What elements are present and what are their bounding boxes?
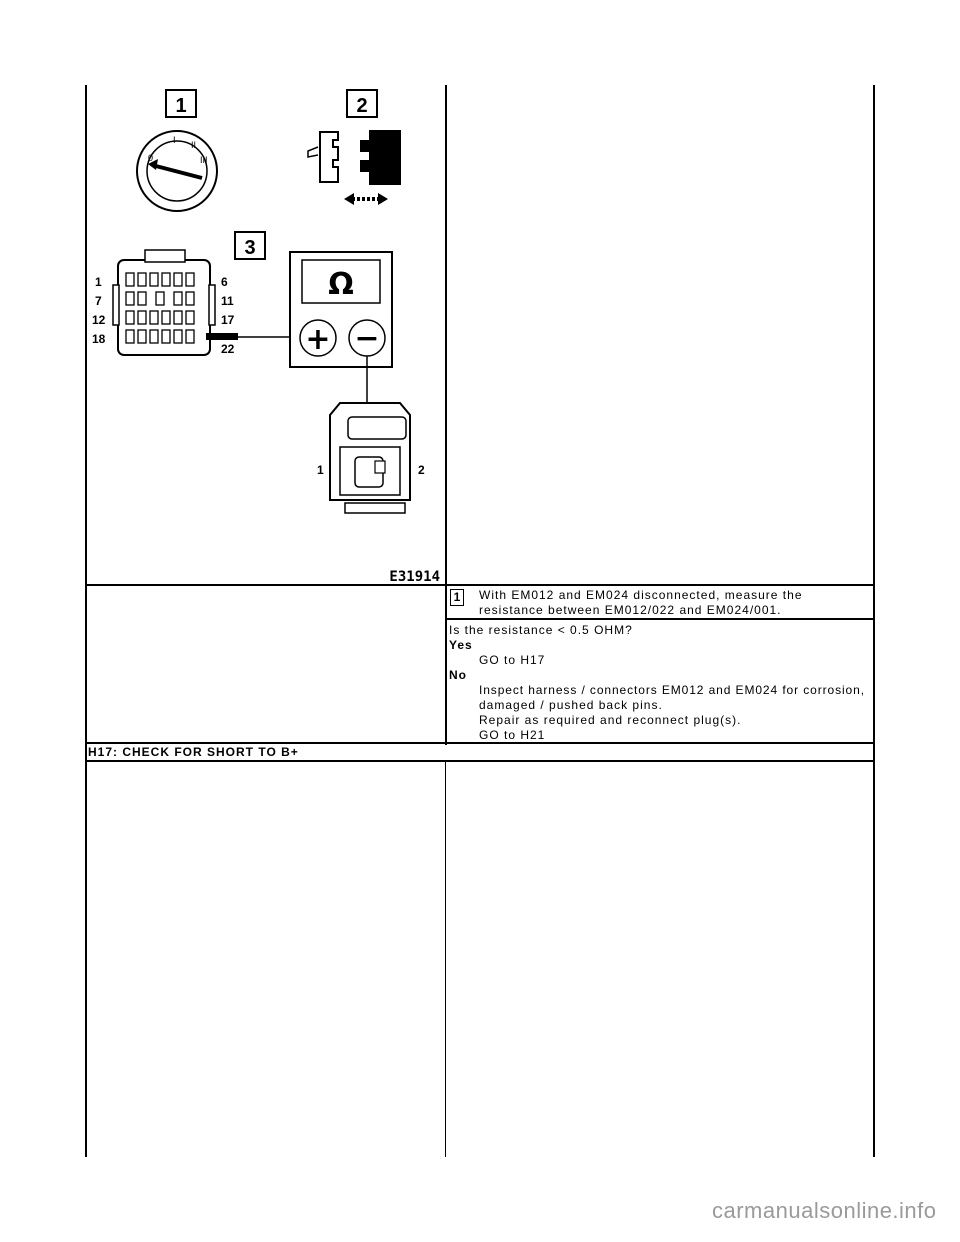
yes-action-link[interactable]: GO to H17 — [479, 653, 546, 667]
watermark: carmanualsonline.info — [712, 1198, 937, 1223]
multimeter-icon — [290, 252, 392, 367]
svg-text:Ω: Ω — [328, 267, 354, 302]
callout-3 — [235, 232, 265, 259]
table-divider-middle — [445, 85, 447, 745]
table-divider-middle-lower — [445, 762, 446, 1157]
section-row-bottom-rule — [85, 760, 875, 762]
svg-text:III: III — [200, 155, 208, 165]
connector-em024-icon — [317, 403, 425, 513]
step-text-line1: With EM012 and EM024 disconnected, measure the — [479, 588, 803, 602]
svg-text:22: 22 — [221, 342, 235, 356]
svg-text:II: II — [191, 140, 197, 150]
test-illustration — [90, 85, 442, 585]
svg-text:18: 18 — [92, 332, 106, 346]
svg-text:1: 1 — [175, 95, 187, 117]
svg-text:1: 1 — [95, 275, 102, 289]
table-border-left — [85, 85, 87, 1157]
svg-text:3: 3 — [244, 237, 256, 259]
svg-text:17: 17 — [221, 313, 235, 327]
step-number-box: 1 — [450, 589, 464, 606]
svg-text:12: 12 — [92, 313, 106, 327]
no-instruction-line2: damaged / pushed back pins. — [479, 698, 663, 712]
question-text: Is the resistance < 0.5 OHM? — [449, 623, 633, 637]
yes-label: Yes — [449, 638, 473, 652]
svg-text:I: I — [173, 135, 176, 145]
svg-text:6: 6 — [221, 275, 228, 289]
svg-text:11: 11 — [221, 294, 234, 308]
svg-text:2: 2 — [356, 95, 368, 117]
svg-text:1: 1 — [317, 463, 324, 477]
callout-2 — [347, 90, 377, 117]
section-heading: H17: CHECK FOR SHORT TO B+ — [88, 745, 299, 759]
question-row-bottom-rule — [85, 742, 875, 744]
connector-em012-icon — [92, 250, 235, 356]
no-instruction-line3: Repair as required and reconnect plug(s). — [479, 713, 742, 727]
step-row-bottom-rule — [445, 618, 875, 620]
svg-text:7: 7 — [95, 294, 102, 308]
step-text-line2: resistance between EM012/022 and EM024/001. — [479, 603, 782, 617]
ignition-switch-icon — [137, 131, 217, 211]
svg-text:2: 2 — [418, 463, 425, 477]
no-instruction-line1: Inspect harness / connectors EM012 and EM024 for corrosion, — [479, 683, 865, 697]
figure-id: E31914 — [389, 569, 440, 585]
svg-text:0: 0 — [148, 153, 154, 163]
no-label: No — [449, 668, 467, 682]
svg-text:+: + — [305, 322, 331, 357]
no-action-link[interactable]: GO to H21 — [479, 728, 546, 742]
svg-text:−: − — [354, 321, 380, 356]
plug-disconnect-icon — [308, 130, 401, 205]
table-border-right — [873, 85, 875, 1157]
callout-1 — [166, 90, 196, 117]
